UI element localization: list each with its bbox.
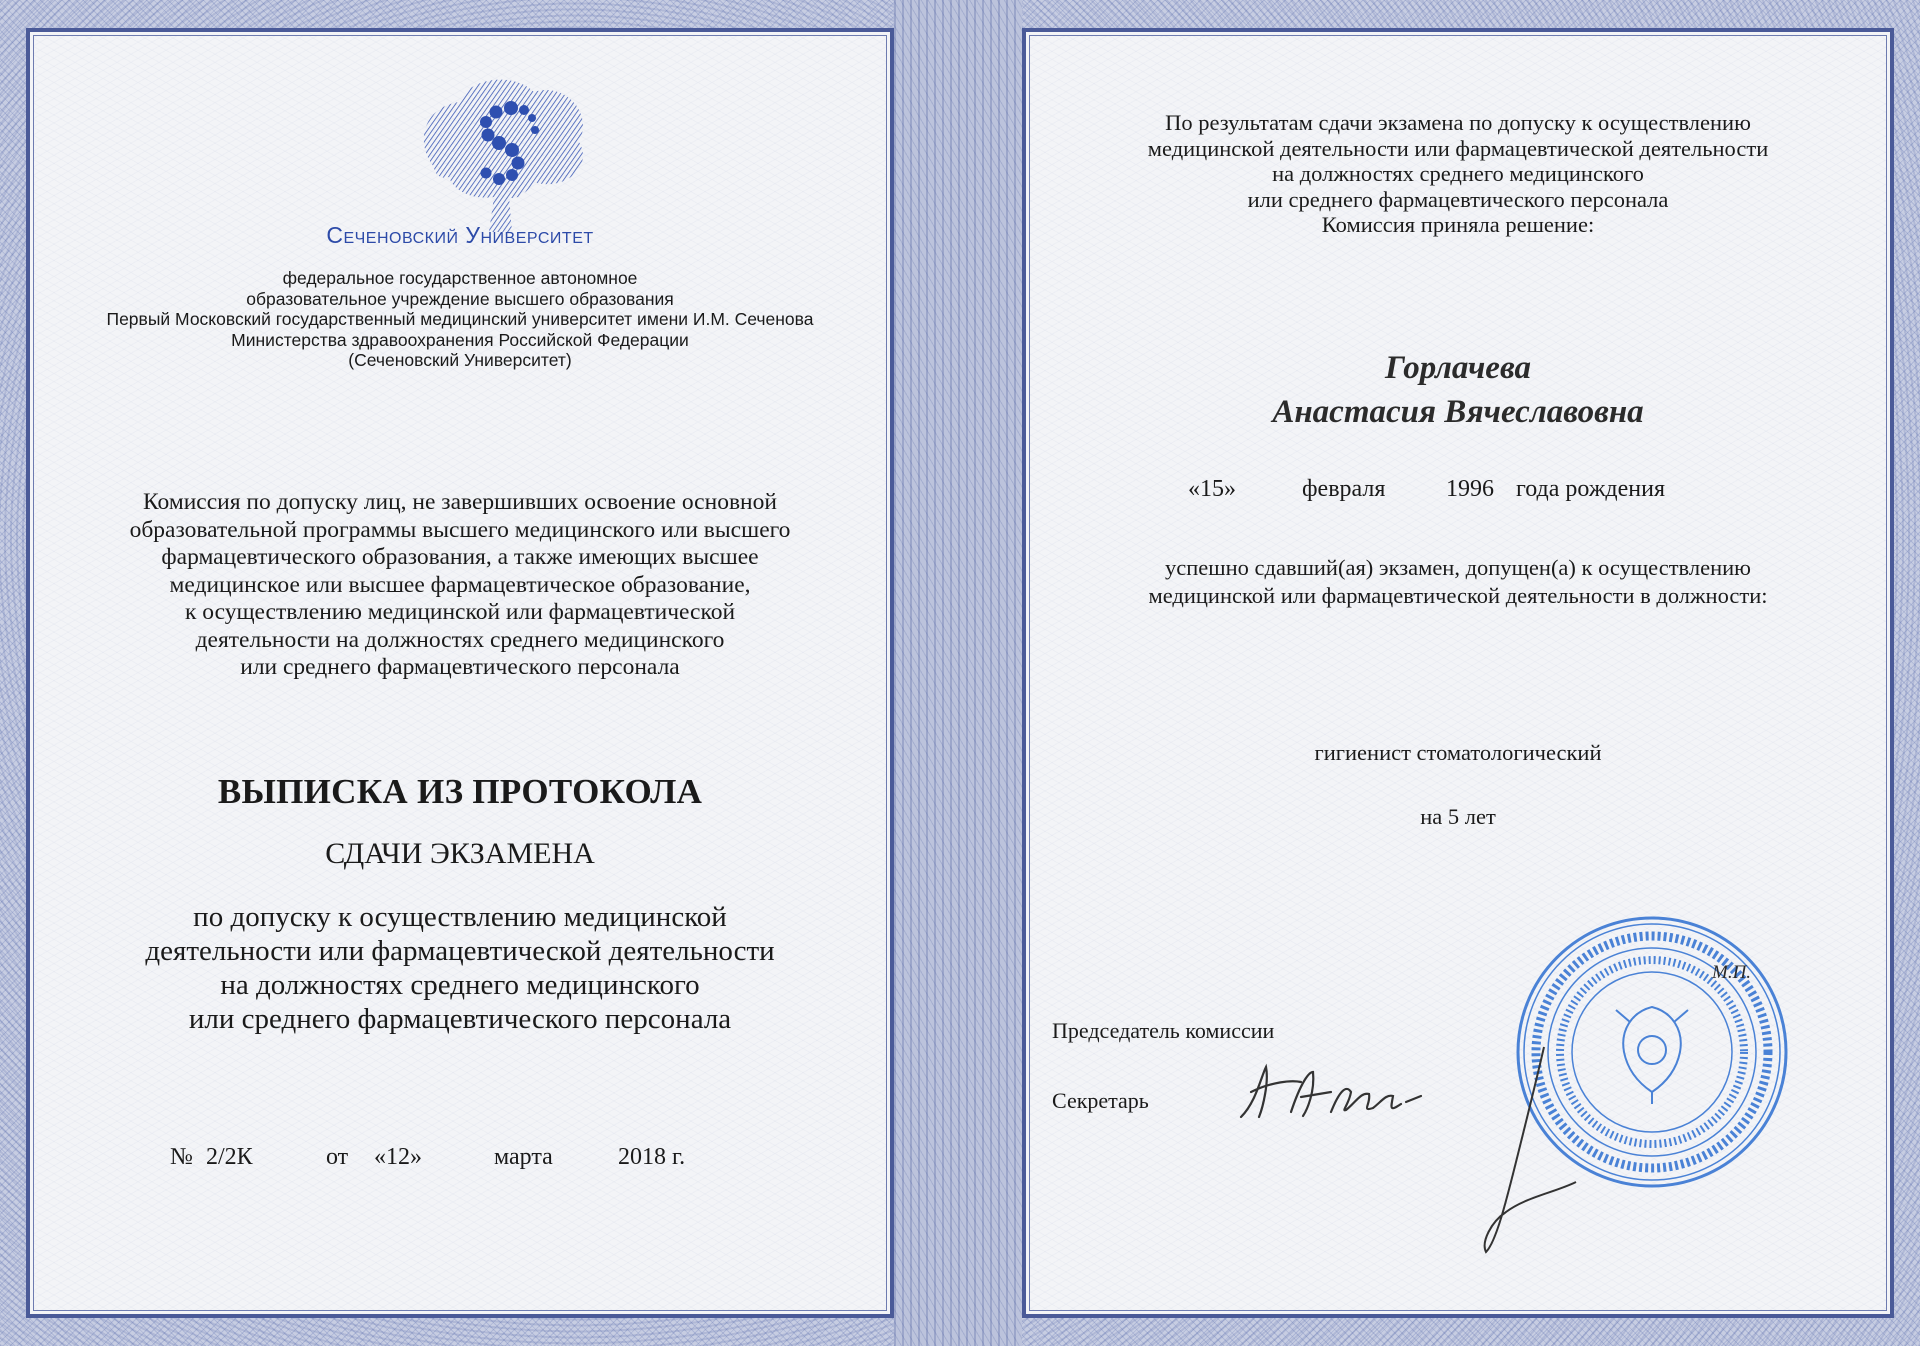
chairman-signature-icon (1466, 1042, 1586, 1262)
secretary-signature-icon (1221, 1022, 1451, 1142)
intro-line: Комиссия приняла решение: (1321, 212, 1595, 237)
result-line: успешно сдавший(ая) экзамен, допущен(а) к осуществлению (1165, 555, 1751, 580)
decision-intro (1026, 110, 1890, 238)
description-line: Первый Московский государственный медицинский университет имени И.М. Сеченова (106, 309, 814, 329)
admission-term: на 5 лет (1420, 804, 1496, 829)
title-desc-line: деятельности или фармацевтической деятельности (145, 935, 775, 967)
result-line: медицинской или фармацевтической деятельности в должности: (1148, 582, 1768, 608)
birth-suffix: года рождения (1516, 476, 1665, 502)
title-desc-line: по допуску к осуществлению медицинской (193, 901, 727, 933)
chairman-label: Председатель комиссии (1052, 1018, 1275, 1043)
document-subtitle: СДАЧИ ЭКЗАМЕНА (325, 837, 595, 870)
protocol-month: марта (494, 1144, 553, 1170)
intro-line: медицинской деятельности или фармацевтической деятельности (1147, 135, 1769, 161)
position-title: гигиенист стоматологический (1314, 740, 1602, 765)
university-description (30, 268, 890, 371)
protocol-number-label: № (170, 1144, 193, 1170)
description-line: (Сеченовский Университет) (348, 350, 572, 370)
intro-line: на должностях среднего медицинского (1272, 161, 1644, 186)
intro-line: или среднего фармацевтического персонала (1247, 186, 1669, 212)
commission-line: или среднего фармацевтического персонала (240, 654, 680, 680)
commission-line: фармацевтического образования, а также имеющих высшее (161, 544, 759, 570)
commission-text (30, 489, 890, 682)
left-page (26, 28, 894, 1318)
stamp-mark: М.П. (1712, 962, 1752, 983)
birth-day: «15» (1188, 476, 1236, 502)
commission-line: деятельности на должностях среднего медицинского (195, 626, 725, 653)
intro-line: По результатам сдачи экзамена по допуску к осуществлению (1165, 110, 1751, 135)
document-description (30, 900, 890, 1036)
protocol-year: 2018 г. (618, 1144, 686, 1170)
commission-line: медицинское или высшее фармацевтическое образование, (169, 571, 751, 598)
birth-year: 1996 (1446, 476, 1494, 502)
result-text (1026, 554, 1890, 609)
birth-month: февраля (1302, 476, 1386, 502)
university-name: Сеченовский Университет (326, 222, 594, 248)
protocol-day: «12» (374, 1144, 422, 1170)
person-given-names: Анастасия Вячеславовна (1272, 394, 1644, 430)
title-desc-line: или среднего фармацевтического персонала (188, 1003, 732, 1035)
protocol-from-label: от (326, 1144, 349, 1170)
commission-line: к осуществлению медицинской или фармацевтической (184, 599, 736, 625)
description-line: федеральное государственное автономное (282, 268, 638, 288)
document-spine (894, 0, 1022, 1346)
university-tree-logo-icon (414, 72, 594, 242)
secretary-label: Секретарь (1052, 1088, 1149, 1113)
person-surname: Горлачева (1385, 350, 1531, 386)
title-desc-line: на должностях среднего медицинского (220, 969, 700, 1001)
protocol-number: 2/2К (206, 1144, 253, 1170)
description-line: Министерства здравоохранения Российской Федерации (231, 329, 689, 350)
document-title: ВЫПИСКА ИЗ ПРОТОКОЛА (217, 772, 703, 811)
description-line: образовательное учреждение высшего образования (246, 288, 674, 309)
commission-line: образовательной программы высшего медицинского или высшего (129, 516, 791, 543)
commission-line: Комиссия по допуску лиц, не завершивших освоение основной (143, 489, 777, 515)
right-page (1022, 28, 1894, 1318)
